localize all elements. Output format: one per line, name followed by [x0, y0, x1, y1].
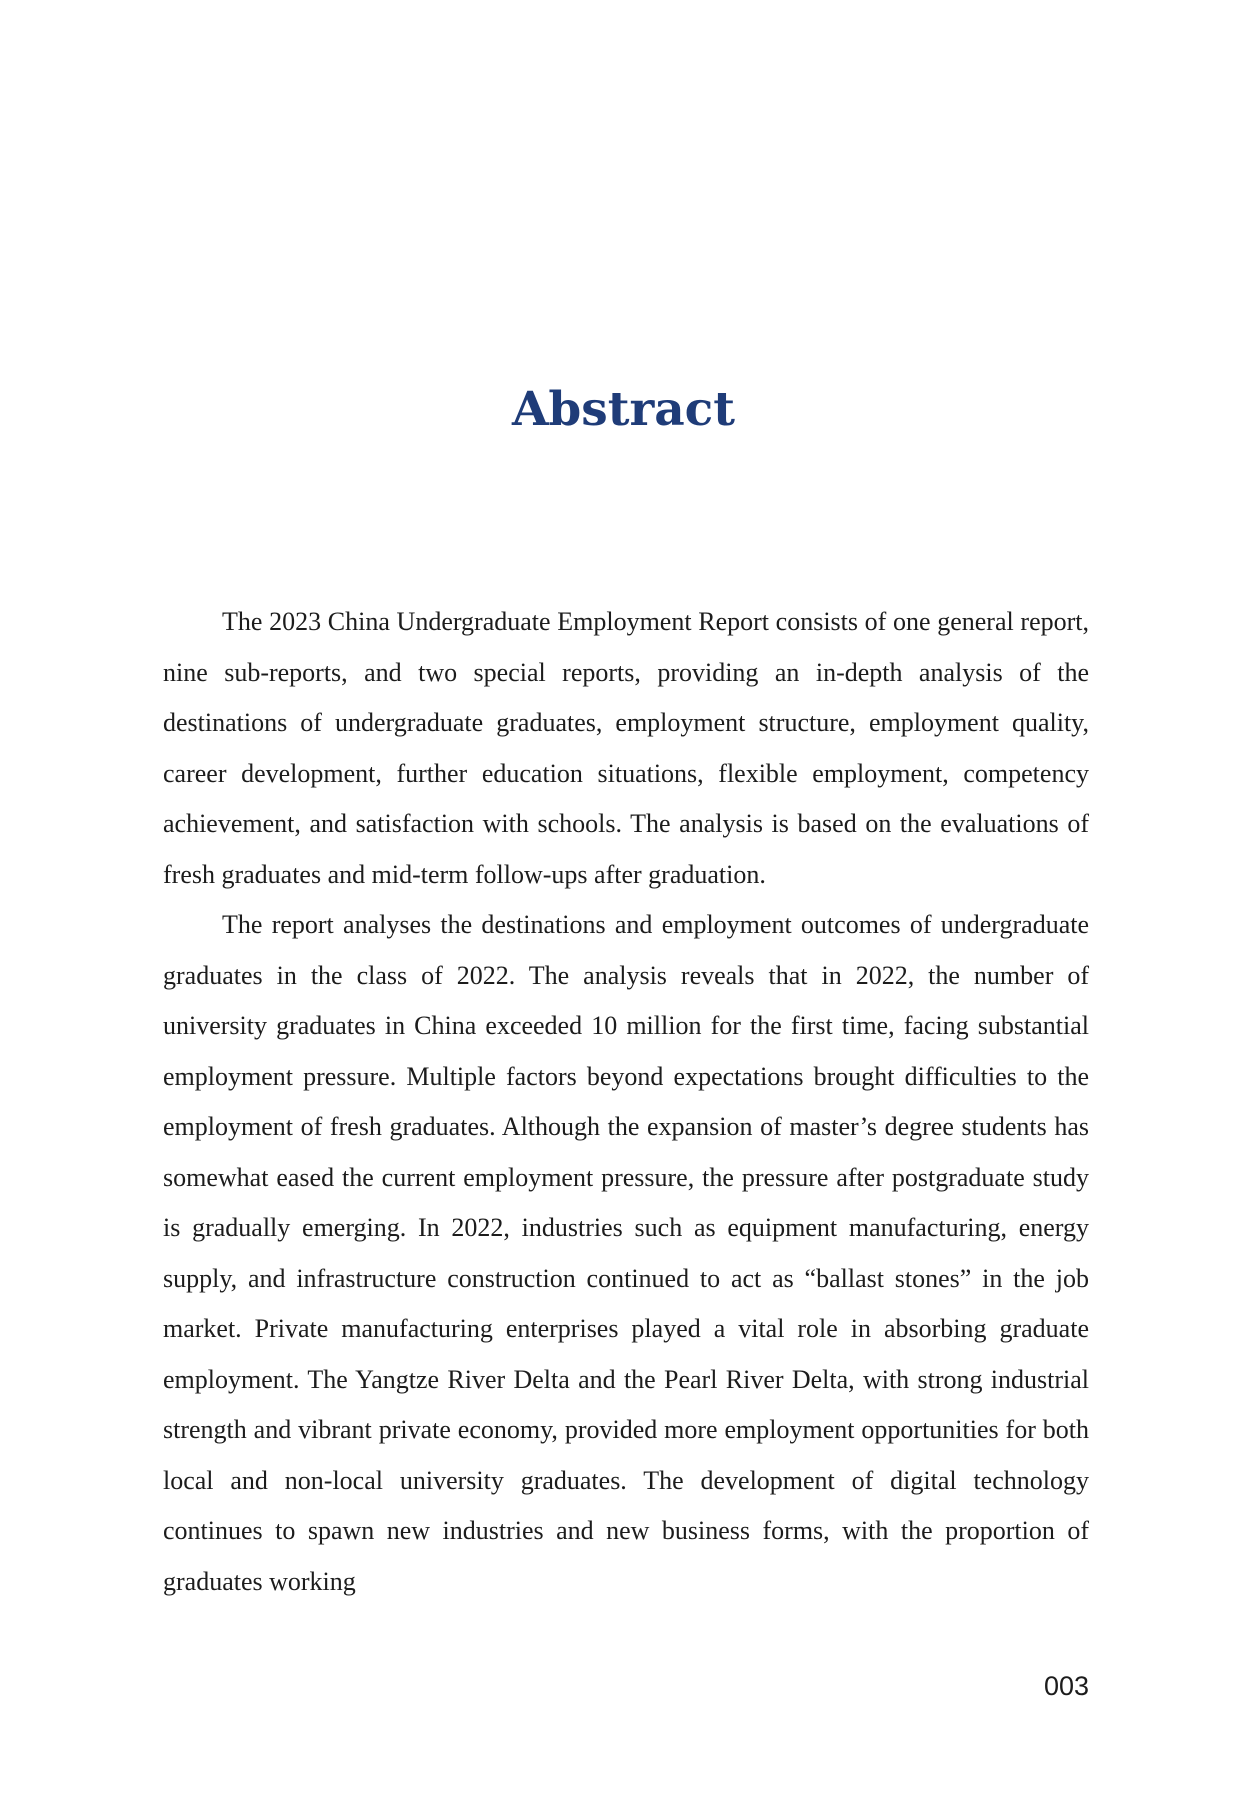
page-number: 003	[1043, 1671, 1089, 1701]
paragraph-2: The report analyses the destinations and employment outcomes of undergraduate graduates in the class of 2022. The analysis reveals that in 2022, the number of university graduates in China exceeded 10 million for the first time, facing substantial employment pressure. Multiple factors beyond expectations brought difficulties to the employment of fresh graduates. Although the expansion of master’s degree students has somewhat eased the current employment pressure, the pressure after postgraduate study is gradually emerging. In 2022, industries such as equipment manufacturing, energy supply, and infrastructure construction continued to act as “ballast stones” in the job market. Private manufacturing enterprises played a vital role in absorbing graduate employment. The Yangtze River Delta and the Pearl River Delta, with strong industrial strength and vibrant private economy, provided more employment opportunities for both local and non-local university graduates. The development of digital technology continues to spawn new industries and new business forms, with the proportion of graduates working	[163, 910, 1089, 1596]
page-title: Abstract	[511, 382, 736, 437]
abstract-body	[163, 597, 1089, 1607]
paragraph-1: The 2023 China Undergraduate Employment Report consists of one general report, nine sub-reports, and two special reports, providing an in-depth analysis of the destinations of undergraduate graduates, employment structure, employment quality, career development, further education situations, flexible employment, competency achievement, and satisfaction with schools. The analysis is based on the evaluations of fresh graduates and mid-term follow-ups after graduation.	[163, 607, 1089, 889]
